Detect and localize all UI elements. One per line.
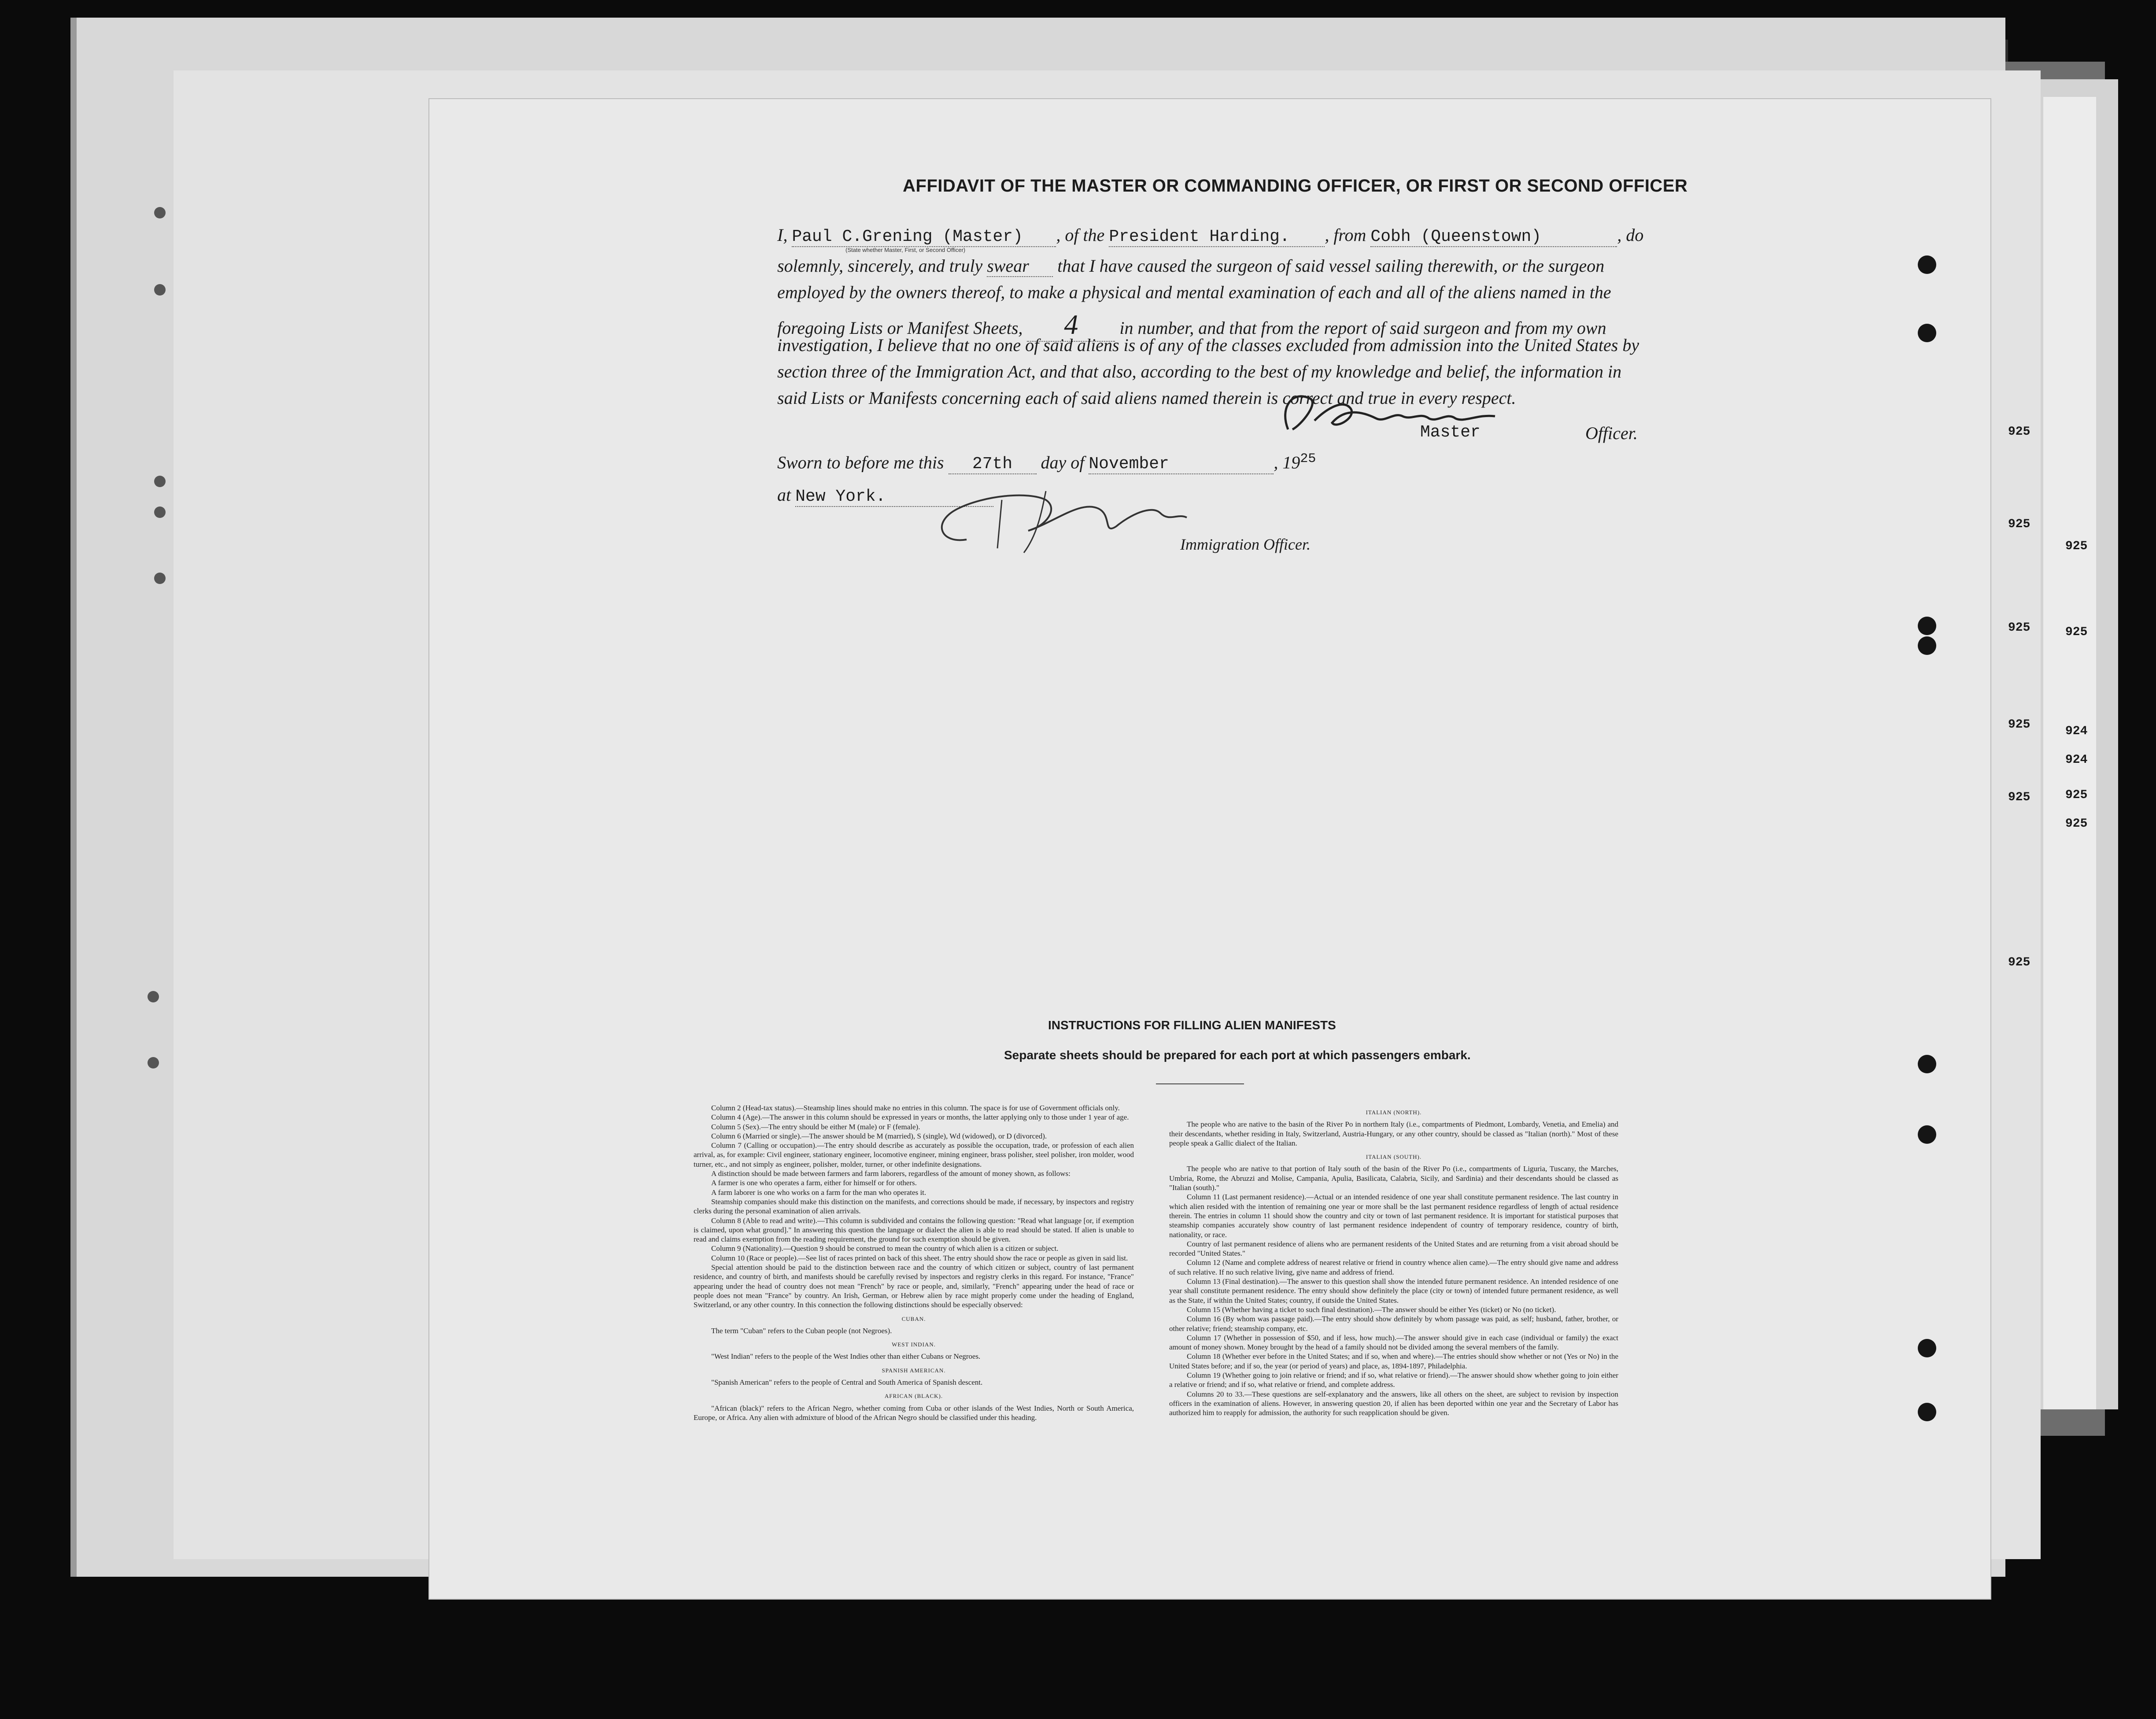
instructions-title: INSTRUCTIONS FOR FILLING ALIEN MANIFESTS bbox=[1048, 1018, 1336, 1032]
margin-year: 925 bbox=[2065, 788, 2088, 802]
instruction-paragraph: Column 4 (Age).—The answer in this column should be expressed in years or months, the latter applying only to those under 1 year of age. bbox=[711, 1113, 1129, 1122]
instruction-paragraph: Column 2 (Head-tax status).—Steamship lines should make no entries in this column. The space is for use of Government officials only. bbox=[711, 1104, 1120, 1112]
punch-hole bbox=[1918, 1055, 1936, 1073]
instruction-paragraph: The people who are native to that portion of Italy south of the basin of the River Po (i.e., compartments of Liguria, Tuscany, the Marches, Umbria, Rome, the Abruzzi and Molise, Campania, Apulia, Basilicata, Calabria, Sicily, and Sardinia) and their descendants should be classed as "Italian (south)." bbox=[1169, 1164, 1618, 1192]
affidavit-line-1 bbox=[777, 225, 1643, 247]
binding-hole bbox=[148, 1057, 159, 1068]
instruction-paragraph: "African (black)" refers to the African Negro, whether coming from Cuba or other islands of the West Indies, North or South America, Europe, or Africa. Any alien with admixture of blood of the African Negro should be classified under this heading. bbox=[694, 1404, 1134, 1422]
instruction-paragraph: Column 13 (Final destination).—The answer to this question shall show the intended future permanent residence. An intended residence of one year shall constitute permanent residence. The entry should show definitely the place (city or town) of intended future permanent residence, as well as the State, if within the United States; country, if outside the United States. bbox=[1169, 1277, 1618, 1305]
section-heading: AFRICAN (BLACK). bbox=[884, 1393, 943, 1400]
affidavit-line-3: employed by the owners thereof, to make a physical and mental examination of each and all of the aliens named in the bbox=[777, 282, 1611, 302]
instruction-paragraph: The term "Cuban" refers to the Cuban people (not Negroes). bbox=[711, 1326, 892, 1335]
do-text: , do bbox=[1617, 225, 1644, 245]
rank-value: Master bbox=[1420, 423, 1480, 442]
at-text: at bbox=[777, 485, 791, 505]
section-heading: ITALIAN (SOUTH). bbox=[1366, 1153, 1422, 1161]
binding-hole bbox=[148, 991, 159, 1002]
section-heading: CUBAN. bbox=[901, 1315, 926, 1322]
margin-year: 925 bbox=[2008, 621, 2030, 635]
instruction-paragraph: Column 19 (Whether going to join relative or friend; and if so, what relative or friend).—The answer should show whether going to join either a relative or friend; and if so, what relative or friend, and complete address. bbox=[1169, 1371, 1618, 1389]
affidavit-line-2 bbox=[777, 255, 1604, 277]
affidavit-line-5: investigation, I believe that no one of said aliens is of any of the classes excluded from admission into the United States by bbox=[777, 335, 1639, 355]
sworn-place: New York. bbox=[795, 487, 993, 507]
immigration-officer-signature bbox=[914, 473, 1222, 562]
margin-year: 925 bbox=[2008, 791, 2030, 804]
binding-hole bbox=[154, 207, 166, 218]
margin-year: 925 bbox=[2065, 540, 2088, 553]
instructions-subtitle: Separate sheets should be prepared for each port at which passengers embark. bbox=[1004, 1048, 1471, 1062]
instruction-paragraph: Country of last permanent residence of aliens who are permanent residents of the United States and are returning from a visit abroad should be recorded "United States." bbox=[1169, 1239, 1618, 1258]
margin-year: 924 bbox=[2065, 725, 2088, 738]
punch-hole bbox=[1918, 255, 1936, 274]
rank-hint: (State whether Master, First, or Second Officer) bbox=[845, 247, 966, 253]
sworn-line bbox=[777, 451, 1316, 474]
instruction-paragraph: Special attention should be paid to the distinction between race and the country of which citizen or subject, country of last permanent residence, and country of birth, and manifests should be carefully revised by inspectors and registry clerks in this regard. For instance, "France" appearing under the head of country does not mean "French" by race or people, and, similarly, "French" appearing under the head of race or people does not mean "France" by country. An Irish, German, or Hebrew alien by race might properly come under the heading of England, Switzerland, or any other country. In this connection the following distinctions should be especially observed: bbox=[694, 1263, 1134, 1309]
instruction-paragraph: Column 15 (Whether having a ticket to such final destination).—The answer should be either Yes (ticket) or No (no ticket). bbox=[1187, 1305, 1556, 1314]
punch-hole bbox=[1918, 1339, 1936, 1357]
sheet-count: 4 bbox=[1027, 308, 1115, 342]
punch-hole bbox=[1918, 1403, 1936, 1421]
affidavit-text: solemnly, sincerely, and truly bbox=[777, 256, 983, 276]
margin-year: 924 bbox=[2065, 753, 2088, 767]
from-text: , from bbox=[1325, 225, 1366, 245]
instruction-paragraph: "Spanish American" refers to the people of Central and South America of Spanish descent. bbox=[711, 1378, 983, 1387]
sworn-text: Sworn to before me this bbox=[777, 452, 944, 473]
margin-year: 925 bbox=[2008, 518, 2030, 531]
punch-hole bbox=[1918, 617, 1936, 635]
punch-hole bbox=[1918, 1125, 1936, 1144]
immigration-officer-label: Immigration Officer. bbox=[1180, 536, 1311, 553]
instruction-paragraph: Column 9 (Nationality).—Question 9 should be construed to mean the country of which alien is a citizen or subject. bbox=[711, 1244, 1059, 1253]
binding-hole bbox=[154, 573, 166, 584]
margin-year: 925 bbox=[2065, 817, 2088, 831]
punch-hole bbox=[1918, 636, 1936, 655]
instruction-paragraph: Steamship companies should make this distinction on the manifests, and corrections should be made, if necessary, by inspectors and registry clerks during the personal examination of alien arrivals. bbox=[694, 1197, 1134, 1216]
instruction-paragraph: Column 7 (Calling or occupation).—The entry should describe as accurately as possible the occupation, trade, or profession of each alien arrival, as, for example: Civil engineer, stationary engineer, locomotive engineer, mining engineer, brass polisher, steel polisher, iron molder, wood turner, etc., and not simply as engineer, polisher, molder, turner, or other indefinite designations. bbox=[694, 1141, 1134, 1168]
binding-hole bbox=[154, 284, 166, 296]
instruction-paragraph: A distinction should be made between farmers and farm laborers, regardless of the amount of money shown, as follows: bbox=[711, 1169, 1071, 1178]
affidavit-page bbox=[429, 99, 1990, 1599]
instruction-paragraph: Column 18 (Whether ever before in the United States; and if so, when and where).—The entries should show whether or not (Yes or No) in the United States before; and if so, the year (or period of years) and place, as, 1894-1897, Philadelphia. bbox=[1169, 1352, 1618, 1370]
instruction-paragraph: Column 17 (Whether in possession of $50, and if less, how much).—The answer should give in each case (individual or family) the exact amount of money shown. Money brought by the head of a family should not be divided among the several members of the family. bbox=[1169, 1333, 1618, 1352]
instruction-paragraph: Column 11 (Last permanent residence).—Actual or an intended residence of one year shall constitute permanent residence. The last country in which alien resided with the intention of remaining one year or more shall be the last permanent residence regardless of length of actual residence therein. The entries in column 11 should show the country and city or town of last permanent residence. It is important for statistical purposes that steamship companies accurately show country of last permanent residence independent of country of temporary residence, country of birth, nationality, or race. bbox=[1169, 1193, 1618, 1239]
affidavit-line-7: said Lists or Manifests concerning each of said aliens named therein is correct and true in every respect. bbox=[777, 388, 1516, 408]
instruction-paragraph: Column 12 (Name and complete address of nearest relative or friend in country whence alien came).—The entry should give name and address of such relative. If no such relative living, give name and address of friend. bbox=[1169, 1258, 1618, 1276]
affidavit-title: AFFIDAVIT OF THE MASTER OR COMMANDING OFFICER, OR FIRST OR SECOND OFFICER bbox=[903, 176, 1688, 196]
i-text: I, bbox=[777, 225, 788, 245]
margin-year: 925 bbox=[2008, 956, 2030, 969]
officer-name: Paul C.Grening (Master) bbox=[792, 227, 1056, 247]
vessel-name: President Harding. bbox=[1109, 227, 1325, 247]
instruction-paragraph: Column 10 (Race or people).—See list of races printed on back of this sheet. The entry should show the race or people as given in said list. bbox=[711, 1253, 1128, 1262]
divider bbox=[1156, 1083, 1244, 1084]
affidavit-text: that I have caused the surgeon of said vessel sailing therewith, or the surgeon bbox=[1057, 256, 1605, 276]
instruction-paragraph: Column 6 (Married or single).—The answer should be M (married), S (single), Wd (widowed), or D (divorced). bbox=[711, 1131, 1047, 1140]
affidavit-line-6: section three of the Immigration Act, and that also, according to the best of my knowledge and belief, the information in bbox=[777, 362, 1622, 381]
swear-word: swear bbox=[987, 255, 1053, 277]
departure-port: Cobh (Queenstown) bbox=[1370, 227, 1617, 247]
margin-year: 925 bbox=[2065, 625, 2088, 639]
instruction-paragraph: The people who are native to the basin of the River Po in northern Italy (i.e., compartments of Piedmont, Lombardy, Venetia, and Emelia) and their descendants, whether residing in Italy, Switzerland, Austria-Hungary, or any other country, should be classed as "Italian (north)." Most of these people speak a Gallic dialect of the Italian. bbox=[1169, 1120, 1618, 1147]
day-of-text: day of bbox=[1041, 452, 1085, 473]
sworn-year: 25 bbox=[1300, 451, 1316, 466]
instruction-paragraph: A farm laborer is one who works on a farm for the man who operates it. bbox=[711, 1188, 927, 1197]
instruction-paragraph: A farmer is one who operates a farm, either for himself or for others. bbox=[711, 1179, 917, 1187]
of-the-text: , of the bbox=[1056, 225, 1105, 245]
section-heading: ITALIAN (NORTH). bbox=[1366, 1109, 1422, 1116]
year-prefix: , 19 bbox=[1274, 452, 1300, 473]
sworn-month: November bbox=[1089, 455, 1274, 474]
master-signature bbox=[1275, 381, 1521, 443]
instructions-right-column bbox=[1169, 1103, 1618, 1418]
instruction-paragraph: Column 5 (Sex).—The entry should be either M (male) or F (female). bbox=[711, 1122, 920, 1131]
affidavit-text: in number, and that from the report of said surgeon and from my own bbox=[1119, 318, 1606, 338]
section-heading: WEST INDIAN. bbox=[892, 1341, 936, 1348]
binding-hole bbox=[154, 476, 166, 487]
instruction-paragraph: Column 8 (Able to read and write).—This column is subdivided and contains the following question: "Read what language [or, if exemption is claimed, upon what ground]." In answering this question the language or dialect the alien is able to read should be stated. If alien is unable to read and claims exemption from the reading requirement, the ground for such exemption should be given. bbox=[694, 1216, 1134, 1244]
margin-year: 925 bbox=[2008, 425, 2030, 439]
affidavit-text: foregoing Lists or Manifest Sheets, bbox=[777, 318, 1023, 338]
binding-hole bbox=[154, 506, 166, 518]
instructions-left-column bbox=[694, 1103, 1134, 1422]
punch-hole bbox=[1918, 324, 1936, 342]
instruction-paragraph: "West Indian" refers to the people of the West Indies other than either Cubans or Negroes. bbox=[711, 1352, 981, 1361]
sworn-day: 27th bbox=[949, 455, 1037, 474]
margin-year: 925 bbox=[2008, 718, 2030, 732]
instruction-paragraph: Column 16 (By whom was passage paid).—The entry should show definitely by whom passage was paid, as self; husband, father, brother, or other relative; friend; steamship company, etc. bbox=[1169, 1315, 1618, 1333]
officer-label: Officer. bbox=[1585, 423, 1638, 443]
section-heading: SPANISH AMERICAN. bbox=[882, 1367, 946, 1374]
instruction-paragraph: Columns 20 to 33.—These questions are self-explanatory and the answers, like all others on the sheet, are subject to revision by inspection officers in the examination of aliens. However, in answering question 20, if alien has been deported within one year and the Secretary of Labor has authorized him to reapply for admission, the authority for such reapplication should be given. bbox=[1169, 1390, 1618, 1417]
